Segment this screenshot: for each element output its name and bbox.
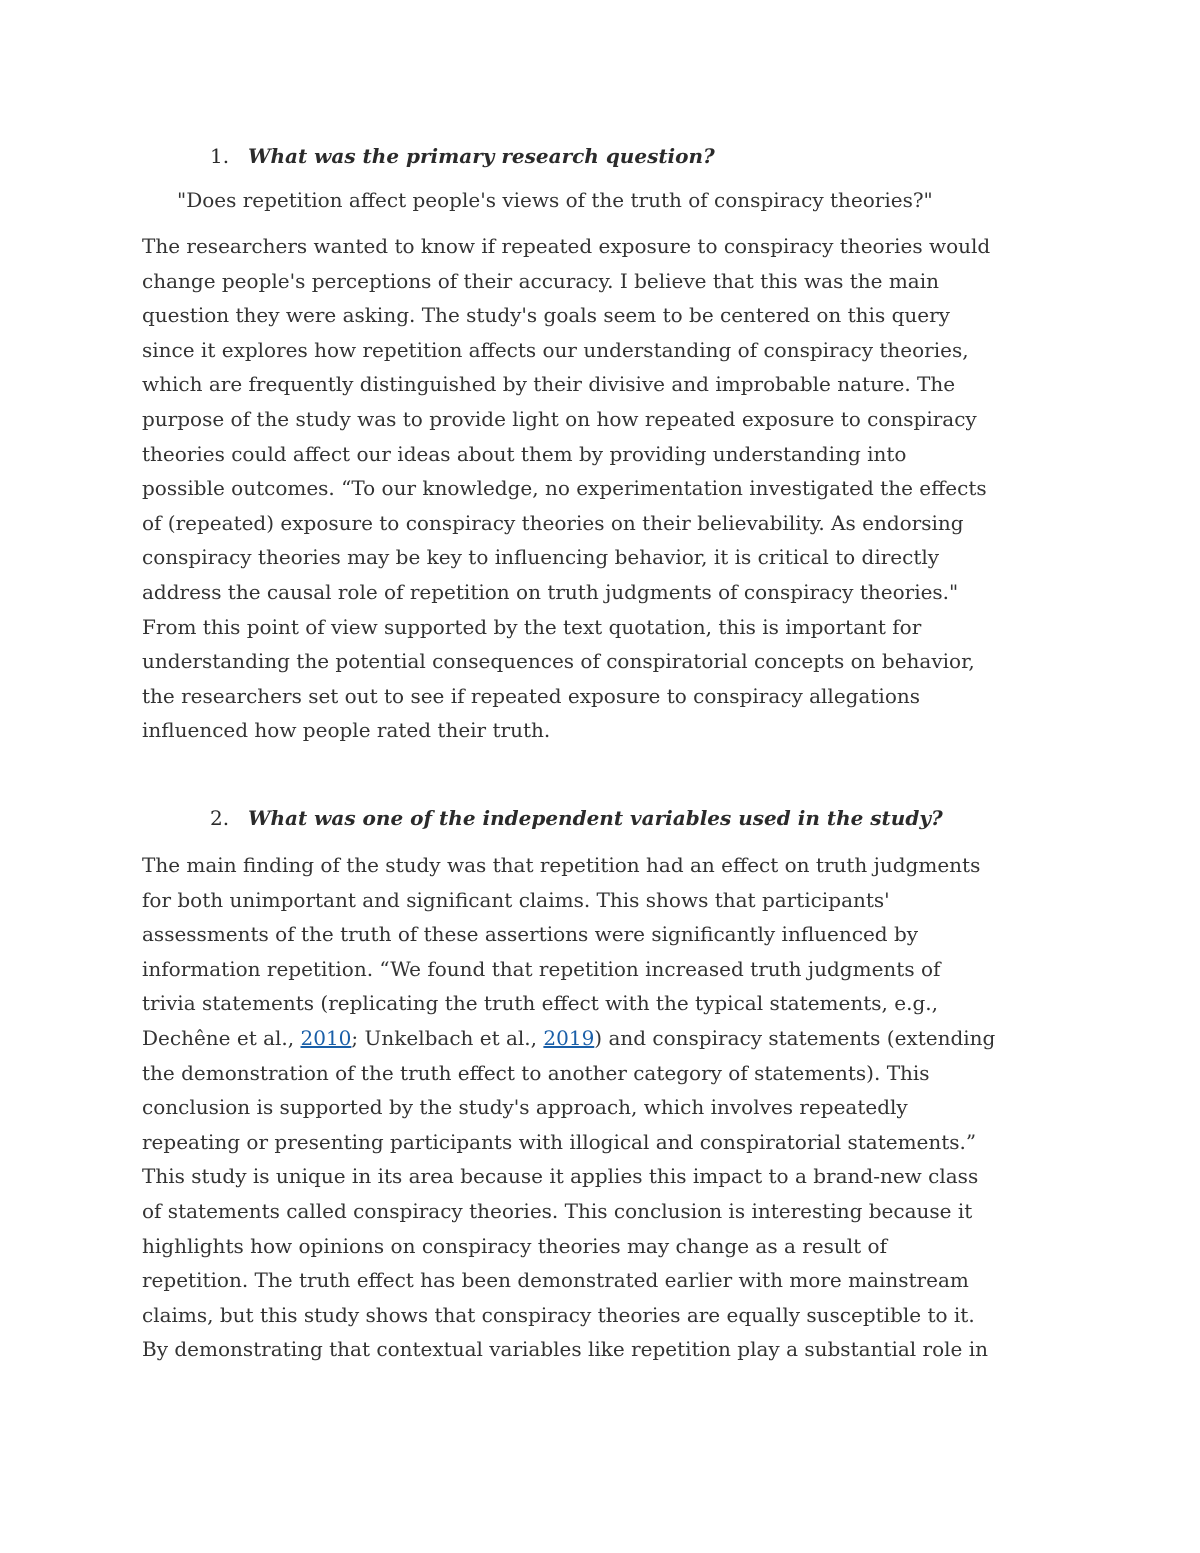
question-2-title: What was one of the independent variables used in the study? xyxy=(248,806,943,830)
paragraph-line: for both unimportant and significant claims. This shows that participants' xyxy=(142,887,890,912)
paragraph-line: highlights how opinions on conspiracy theories may change as a result of xyxy=(142,1233,887,1258)
paragraph-line: address the causal role of repetition on truth judgments of conspiracy theories." xyxy=(142,579,959,604)
paragraph-line: the researchers set out to see if repeated exposure to conspiracy allegations xyxy=(142,683,920,708)
paragraph-line: change people's perceptions of their accuracy. I believe that this was the main xyxy=(142,268,939,293)
paragraph-line: The main finding of the study was that repetition had an effect on truth judgments xyxy=(142,853,981,877)
paragraph-line: The researchers wanted to know if repeated exposure to conspiracy theories would xyxy=(142,234,991,258)
paragraph-line: From this point of view supported by the text quotation, this is important for xyxy=(142,614,922,639)
question-2-number: 2. xyxy=(210,806,230,830)
paragraph-line: By demonstrating that contextual variables like repetition play a substantial role in xyxy=(142,1337,988,1362)
question-1-title: What was the primary research question? xyxy=(248,144,715,168)
paragraph-line: the demonstration of the truth effect to another category of statements). This xyxy=(142,1060,930,1085)
paragraph-line: conspiracy theories may be key to influencing behavior, it is critical to directly xyxy=(142,545,940,570)
question-1-number: 1. xyxy=(210,144,230,168)
citation-text: Dechêne et al., xyxy=(142,1025,301,1050)
citation-line xyxy=(142,1021,995,1056)
paragraph-line: of statements called conspiracy theories. This conclusion is interesting because it xyxy=(142,1198,973,1223)
question-1-heading xyxy=(210,144,715,168)
paragraph-line: since it explores how repetition affects our understanding of conspiracy theories, xyxy=(142,337,969,362)
paragraph-line: question they were asking. The study's goals seem to be centered on this query xyxy=(142,303,950,328)
paragraph-line: possible outcomes. “To our knowledge, no experimentation investigated the effects xyxy=(142,476,987,501)
research-question-quote: "Does repetition affect people's views of the truth of conspiracy theories?" xyxy=(177,188,933,212)
paragraph-line: repetition. The truth effect has been demonstrated earlier with more mainstream xyxy=(142,1268,969,1293)
paragraph-line: theories could affect our ideas about them by providing understanding into xyxy=(142,441,907,466)
paragraph-line: of (repeated) exposure to conspiracy theories on their believability. As endorsing xyxy=(142,510,964,535)
citation-text: ) and conspiracy statements (extending xyxy=(594,1025,996,1050)
paragraph-line: which are frequently distinguished by their divisive and improbable nature. The xyxy=(142,372,956,397)
paragraph-line: assessments of the truth of these assertions were significantly influenced by xyxy=(142,922,919,947)
paragraph-line: understanding the potential consequences of conspiratorial concepts on behavior, xyxy=(142,649,975,674)
citation-link-2010[interactable]: 2010 xyxy=(300,1025,352,1050)
paragraph-line: conclusion is supported by the study's approach, which involves repeatedly xyxy=(142,1095,908,1120)
paragraph-line: claims, but this study shows that conspiracy theories are equally susceptible to it. xyxy=(142,1302,975,1327)
paragraph-line: purpose of the study was to provide light on how repeated exposure to conspiracy xyxy=(142,406,977,431)
citation-text: ; Unkelbach et al., xyxy=(351,1025,544,1050)
citation-link-2019[interactable]: 2019 xyxy=(543,1025,595,1050)
question-2-heading xyxy=(210,806,943,830)
question-2-answer xyxy=(142,848,995,1367)
paragraph-line: influenced how people rated their truth. xyxy=(142,718,551,743)
paragraph-line: repeating or presenting participants with illogical and conspiratorial statements.” xyxy=(142,1129,977,1154)
paragraph-line: information repetition. “We found that repetition increased truth judgments of xyxy=(142,956,941,981)
question-1-answer xyxy=(142,229,990,748)
paragraph-line: trivia statements (replicating the truth effect with the typical statements, e.g., xyxy=(142,991,938,1016)
paragraph-line: This study is unique in its area because it applies this impact to a brand-new class xyxy=(142,1164,979,1189)
